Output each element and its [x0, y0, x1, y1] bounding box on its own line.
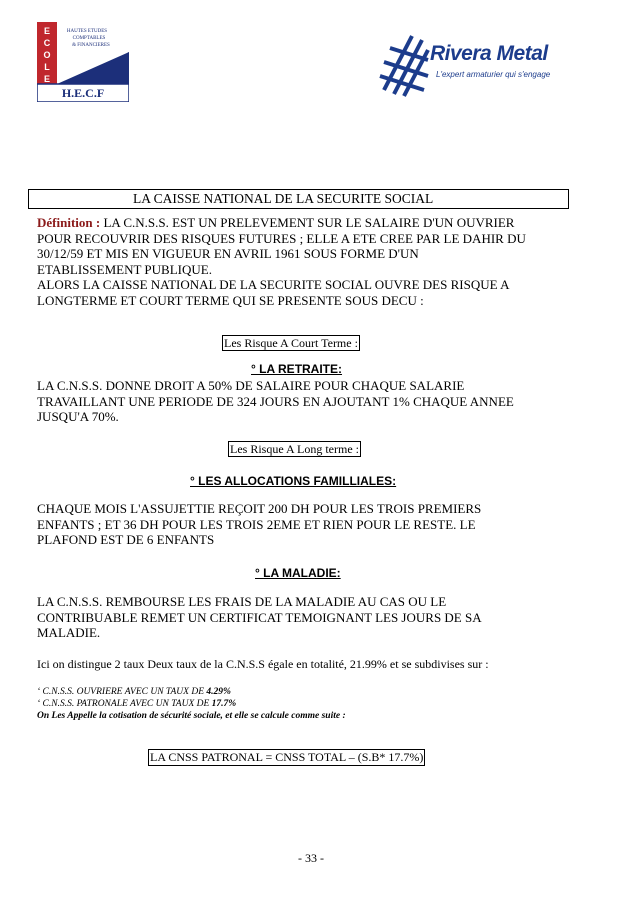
svg-text:& FINANCIERES: & FINANCIERES — [72, 43, 110, 48]
rivera-mesh-icon — [378, 30, 430, 100]
allocations-heading: ° LES ALLOCATIONS FAMILLIALES: — [190, 474, 397, 488]
taux-patronale: ‘ C.N.S.S. PATRONALE AVEC UN TAUX DE 17.7% — [37, 699, 237, 709]
definition-label: Définition : — [37, 215, 101, 230]
maladie-line: CONTRIBUABLE REMET UN CERTIFICAT TEMOIGNANT LES JOURS DE SA — [37, 609, 482, 625]
maladie-heading: ° LA MALADIE: — [255, 566, 341, 580]
allocations-line: CHAQUE MOIS L'ASSUJETTIE REÇOIT 200 DH POUR LES TROIS PREMIERS — [37, 501, 482, 516]
hecf-logo — [37, 22, 129, 102]
page-title-box — [28, 189, 569, 209]
definition-line: POUR RECOUVRIR DES RISQUES FUTURES ; ELLE A ETE CREE PAR LE DAHIR DU — [37, 230, 526, 246]
svg-text:C: C — [43, 38, 51, 48]
retraite-line: TRAVAILLANT UNE PERIODE DE 324 JOURS EN AJOUTANT 1% CHAQUE ANNEE — [37, 393, 514, 409]
taux-list — [37, 686, 346, 722]
definition-line: ALORS LA CAISSE NATIONAL DE LA SECURITE SOCIAL OUVRE DES RISQUE A — [37, 277, 510, 293]
allocations-paragraph — [37, 501, 577, 548]
definition-line: LA C.N.S.S. EST UN PRELEVEMENT SUR LE SALAIRE D'UN OUVRIER — [100, 215, 515, 230]
svg-text:HAUTES ETUDES: HAUTES ETUDES — [66, 29, 108, 34]
rivera-tagline: L'expert armaturier qui s'engage — [436, 70, 551, 79]
taux-note: On Les Appelle la cotisation de sécurité sociale, et elle se calcule comme suite : — [37, 711, 346, 721]
long-terme-heading-wrap — [228, 440, 361, 458]
allocations-line: PLAFOND EST DE 6 ENFANTS — [37, 532, 215, 548]
taux-intro: Ici on distingue 2 taux Deux taux de la C.N.S.S égale en totalité, 21.99% et se subdivises sur : — [37, 657, 489, 671]
page-title: LA CAISSE NATIONAL DE LA SECURITE SOCIAL — [133, 191, 434, 206]
svg-text:L: L — [44, 62, 50, 72]
taux-ouvriere: ‘ C.N.S.S. OUVRIERE AVEC UN TAUX DE 4.29% — [37, 687, 231, 697]
cnss-formula: LA CNSS PATRONAL = CNSS TOTAL – (S.B* 17.7%) — [150, 750, 424, 764]
definition-line: ETABLISSEMENT PUBLIQUE. — [37, 261, 212, 277]
svg-text:O: O — [43, 50, 51, 60]
retraite-paragraph — [37, 378, 577, 425]
retraite-line: JUSQU'A 70%. — [37, 409, 119, 425]
page-number: - 33 - — [298, 851, 324, 865]
rivera-name: Rivera Metal — [430, 42, 548, 65]
maladie-line: MALADIE. — [37, 625, 101, 641]
court-terme-heading: Les Risque A Court Terme : — [224, 336, 358, 350]
definition-paragraph — [37, 215, 577, 309]
svg-text:COMPTABLES: COMPTABLES — [72, 36, 106, 41]
allocations-line: ENFANTS ; ET 36 DH POUR LES TROIS 2EME ET RIEN POUR LE RESTE. LE — [37, 516, 476, 532]
svg-text:H.E.C.F: H.E.C.F — [61, 86, 105, 100]
definition-line: 30/12/59 ET MIS EN VIGUEUR EN AVRIL 1961 SOUS FORME D'UN — [37, 246, 419, 262]
retraite-heading: ° LA RETRAITE: — [251, 362, 343, 376]
court-terme-heading-wrap — [222, 334, 360, 352]
svg-text:E: E — [43, 74, 51, 84]
svg-text:E: E — [43, 26, 51, 36]
long-terme-heading: Les Risque A Long terme : — [230, 442, 359, 456]
maladie-line: LA C.N.S.S. REMBOURSE LES FRAIS DE LA MALADIE AU CAS OU LE — [37, 594, 447, 609]
maladie-paragraph — [37, 594, 577, 641]
retraite-line: LA C.N.S.S. DONNE DROIT A 50% DE SALAIRE POUR CHAQUE SALARIE — [37, 378, 465, 393]
definition-line: LONGTERME ET COURT TERME QUI SE PRESENTE SOUS DECU : — [37, 292, 424, 308]
rivera-metal-logo — [378, 30, 556, 100]
